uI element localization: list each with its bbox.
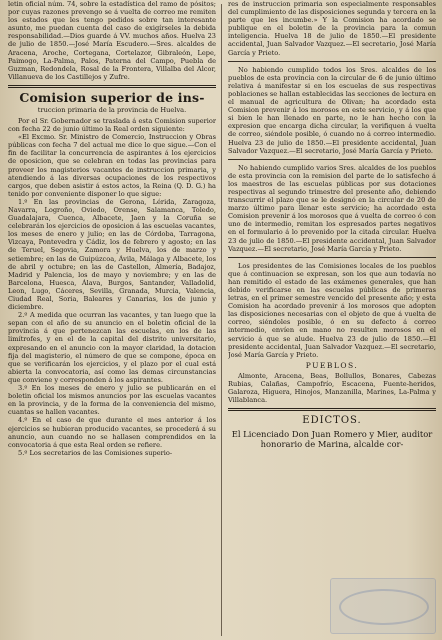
towns-title: PUEBLOS. <box>305 360 359 370</box>
notice-1: No habiendo cumplido todos los Sres. alcaldes de los pueblos de esta provincia con la circular de 6 de junio último relativa á manifestar si en los escuelas de sus respectivas poblaciones se hallan establecidas las secciones de lectura en el manual de agricultura de Olivan; ha acordado esta Comision prevenir á los morosos en este servicio, y á los que si bien le han llenado en parte, no le han hecho con la expresion que encarga dicha circular, la verifiquen á vuelta de correo, siéndole posible, ó cuando no á correo intermedio. Huelva 23 de julio de 1850.—El presidente accidental, Juan Salvador Vazquez.—El secretario, José María García y Prieto. <box>228 65 436 155</box>
paragraph-7: 5.º Los secretarios de las Comisiones superio- <box>18 448 173 457</box>
edicts-body: El Licenciado Don Juan Romero y Mier, auditor honorario de Marina, alcalde cor- <box>231 429 433 450</box>
paragraph-3: 1.º En las provincias de Gerona, Lérida, Zaragoza, Navarra, Logroño, Oviedo, Orense, Salamanca, Toledo, Guadalajara, Cuenca, Albacete, Jaen y la Coruña se celebrarán los ejercicios de oposicion á las escuelas vacantes, los meses de enero y julio; en las de Córdoba, Tarragona, Vizcaya, Pontevedra y Cádiz, los de febrero y agosto; en las de Teruel, Segovia, Zamora y Huelva, los de marzo y setiembre; en las de Guipúzcoa, Ávila, Málaga y Albacete, los de abril y octubre; en las de Castellon, Almería, Badajoz, Madrid y Palencia, los de mayo y noviembre; y en las de Barcelona, Huesca, Álava, Burgos, Santander, Valladolid, Leon, Lugo, Cáceres, Sevilla, Granada, Murcia, Valencia, Ciudad Real, Soria, Baleares y Canarias, los de junio y diciembre. <box>8 197 216 312</box>
notice-3: Los presidentes de las Comisiones locales de los pueblos que á continuacion se expresan, son los que aun todavía no han remitido el estado de las exámenes generales, que han debido verificarse en las escuelas públicas de primeras letras, en el primer semestre vencido del presente año; y esta Comision ha acordado prevenir á los morosos que adopten las disposiciones necesarias con el objeto de que á vuelta de correo, siéndoles posible, ó en su defecto á correo intermedio, envíen en mano no resulten morosos en el servicio á que se alude. Huelva 23 de julio de 1850.—El presidente accidental, Juan Salvador Vazquez.—El secretario, José María García y Prieto. <box>228 261 436 359</box>
left-column <box>8 0 216 640</box>
divider-2 <box>228 159 436 160</box>
towns-list: Almonte, Aracena, Beas, Bollullos, Bonares, Cabezas Rubias, Calañas, Campofrío, Escacena, Fuente-heridos, Galaroza, Higuera, Hinojos, Manzanilla, Marines, La-Palma y Villablanca. <box>228 371 436 405</box>
library-stamp <box>330 578 436 634</box>
section-subheading: truccion primaria de la provincia de Huelva. <box>37 105 187 114</box>
stamp-mark <box>339 589 429 625</box>
notice-2: No habiendo cumplido varios Sres. alcaldes de los pueblos de esta provincia con la remision del parte de lo satisfecho á los maestros de las escuelas públicas por sus dotaciones respectivas al segundo trimestre del presente año, debiendo transcurrir el plazo que se le designó en la circular de 20 de marzo último para llenar este servicio; ha acordado esta Comision prevenir á los morosos que á vuelta de correo ó con uno de intermedio, remitan los espresados partes negativos en el formulario á lo prevenido por la citada circular. Huelva 23 de julio de 1850.—El presidente accidental, Juan Salvador Vazquez.—El secretario, José María García y Prieto. <box>228 163 436 253</box>
article-pósitos-text: letin oficial núm. 74, sobre la estadística del ramo de pósitos; por cuyas razones prevengo se á vuelta de correo me remiten los estados que les tengo pedidos sobre tan interesante asunto, me puedan cuenta del caso de exigírseles la debida responsabilidad.—Dios guarde á VV. muchos años. Huelva 23 de julio de 1850.—José María Escudero.—Sres. alcaldes de Aracena, Aroche, Cortegana, Cortelazor, Gibraleón, Lepe, Paimogo, La-Palma, Palos, Paterna del Campo, Puebla de Guzman, Redondela, Rosal de la Frontera, Villalba del Alcor, Villanueva de los Castillejos y Zufre. <box>8 0 216 81</box>
right-column <box>228 0 436 640</box>
paragraph-4: 2.º A medida que ocurran las vacantes, y tan luego que la sepan con el año de su anuncio en el boletin oficial de la provincia á que pertenezcan las escuelas, en los de las limítrofes, y en el de la capital del distrito universitario, expresando en el anuncio con la mayor claridad, la dotacion fija del magisterio, el número de que se compone, época en que se verificarán los ejercicios, y el plazo por el cual está abierta la convocatoria, así como las demas circunstancias que conviene y corresponden á los aspirantes. <box>8 311 216 384</box>
column-rule <box>221 4 222 636</box>
paragraph-continued: res de instruccion primaria son especialmente responsables del cumplimiento de las disposiciones segunda y tercera en la parte que les incumbe.» Y la Comision ha acordado se publique en el boletin de la provincia para la comun inteligencia. Huelva 18 de julio de 1850.—El presidente accidental, Juan Salvador Vazquez.—El secretario, José María García y Prieto. <box>228 0 436 57</box>
divider-4 <box>228 408 436 411</box>
divider-1 <box>228 61 436 62</box>
paragraph-6: 4.º En el caso de que durante el mes anterior á los ejercicios se hubieran producido vacantes, se procederá á su anuncio, aun cuando no se hallasen comprendidos en la convocatoria á que esta Real orden se refiere. <box>8 416 216 449</box>
paragraph-1: Por el Sr. Gobernador se traslada á esta Comision superior con fecha 22 de junio último la Real orden siguiente: <box>8 116 216 134</box>
divider-3 <box>228 257 436 258</box>
paragraph-5: 3.º En los meses de enero y julio se publicarán en el boletin oficial los mismos anuncios por las escuelas vacantes en la provincia, y de la forma de la conveniencia del mismo, cuantas se hallen vacantes. <box>8 384 216 417</box>
paragraph-2: «El Excmo. Sr. Ministro de Comercio, Instruccion y Obras públicas con fecha 7 del actual me dice lo que sigue.—Con el fin de facilitar la concurrencia de aspirantes á los ejercicios de oposicion, que se celebran en todas las provincias para proveer los magisterios vacantes de instruccion primaria, y atendiendo á las diversas ocupaciones de los respectivos cargos, que deben asistir á estos actos, la Reina (Q. D. G.) ha tenido por conveniente disponer lo que sigue: <box>8 133 216 198</box>
edicts-title: EDICTOS. <box>302 415 362 427</box>
section-divider <box>8 85 216 88</box>
section-heading: Comision superior de ins- <box>19 89 205 105</box>
